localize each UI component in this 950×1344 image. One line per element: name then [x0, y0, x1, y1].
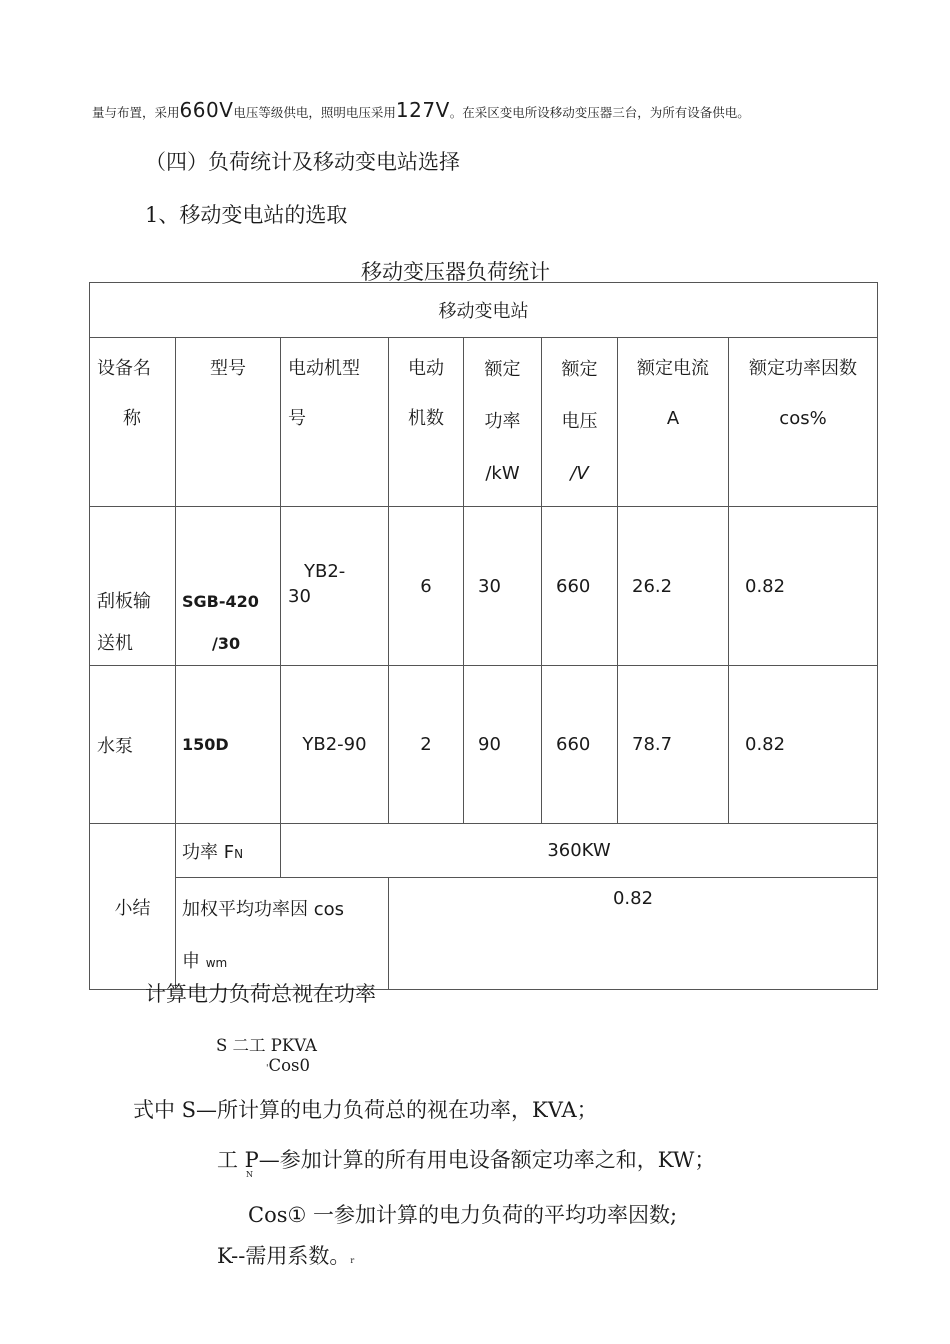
- header-cell: 额定电流 A: [618, 338, 729, 507]
- header-cell: 电动 机数: [389, 338, 464, 507]
- summary-label: 小结: [90, 824, 176, 990]
- table-row: [90, 507, 878, 666]
- table-title-row: [90, 283, 878, 338]
- table-header-row: [90, 338, 878, 507]
- table-cell: 刮板输 送机: [90, 507, 176, 666]
- table-cell: 30: [464, 507, 542, 666]
- table-cell: YB2- 30: [281, 507, 389, 666]
- table-cell: 0.82: [729, 507, 878, 666]
- table-cell: 150D: [176, 666, 281, 824]
- header-cell: 型号: [176, 338, 281, 507]
- summary-power-label: 功率 FN: [176, 824, 281, 878]
- table-cell: 26.2: [618, 507, 729, 666]
- formula-cos-line: Cos① 一参加计算的电力负荷的平均功率因数;: [248, 1203, 678, 1227]
- intro-paragraph: 量与布置，采用660V电压等级供电，照明电压采用127V。在采区变电所设移动变压器三台，为所有设备供电。: [92, 98, 750, 122]
- voltage-660: 660V: [179, 98, 234, 122]
- table-cell: 6: [389, 507, 464, 666]
- table-row: [90, 666, 878, 824]
- table-cell: 660: [542, 507, 618, 666]
- summary-row: [90, 824, 878, 878]
- table-title: 移动变电站: [90, 283, 878, 338]
- formula-sum-p-subscript: N: [246, 1170, 253, 1179]
- formula-k-line: K--需用系数。r: [217, 1244, 355, 1268]
- table-cell: SGB-420 /30: [176, 507, 281, 666]
- table-cell: 90: [464, 666, 542, 824]
- header-cell: 额定 电压 /V: [542, 338, 618, 507]
- section-heading: （四）负荷统计及移动变电站选择: [145, 150, 460, 174]
- header-cell: 额定功率因数 cos%: [729, 338, 878, 507]
- table-cell: 660: [542, 666, 618, 824]
- formula-equation-bottom: 'Cos0: [266, 1056, 311, 1075]
- formula-heading: 计算电力负荷总视在功率: [145, 982, 376, 1006]
- load-statistics-table: [89, 282, 878, 990]
- header-cell: 额定 功率 /kW: [464, 338, 542, 507]
- summary-row: [90, 878, 878, 990]
- table-cell: 78.7: [618, 666, 729, 824]
- table-cell: 水泵: [90, 666, 176, 824]
- subsection-heading: 1、移动变电站的选取: [145, 203, 348, 227]
- summary-pf-value: 0.82: [389, 878, 878, 990]
- formula-where-s: 式中 S—所计算的电力负荷总的视在功率，KVA；: [133, 1098, 598, 1122]
- table-caption: 移动变压器负荷统计: [361, 260, 550, 284]
- table-cell: 0.82: [729, 666, 878, 824]
- formula-sum-p: 工 P—参加计算的所有用电设备额定功率之和，KW；: [217, 1148, 716, 1172]
- table-cell: 2: [389, 666, 464, 824]
- header-cell: 设备名 称: [90, 338, 176, 507]
- summary-pf-label: 加权平均功率因 cos 申 wm: [176, 878, 389, 990]
- formula-equation-top: S 二工 PKVA: [216, 1036, 317, 1055]
- voltage-127: 127V: [395, 98, 450, 122]
- header-cell: 电动机型 号: [281, 338, 389, 507]
- summary-power-value: 360KW: [281, 824, 878, 878]
- table-cell: YB2-90: [281, 666, 389, 824]
